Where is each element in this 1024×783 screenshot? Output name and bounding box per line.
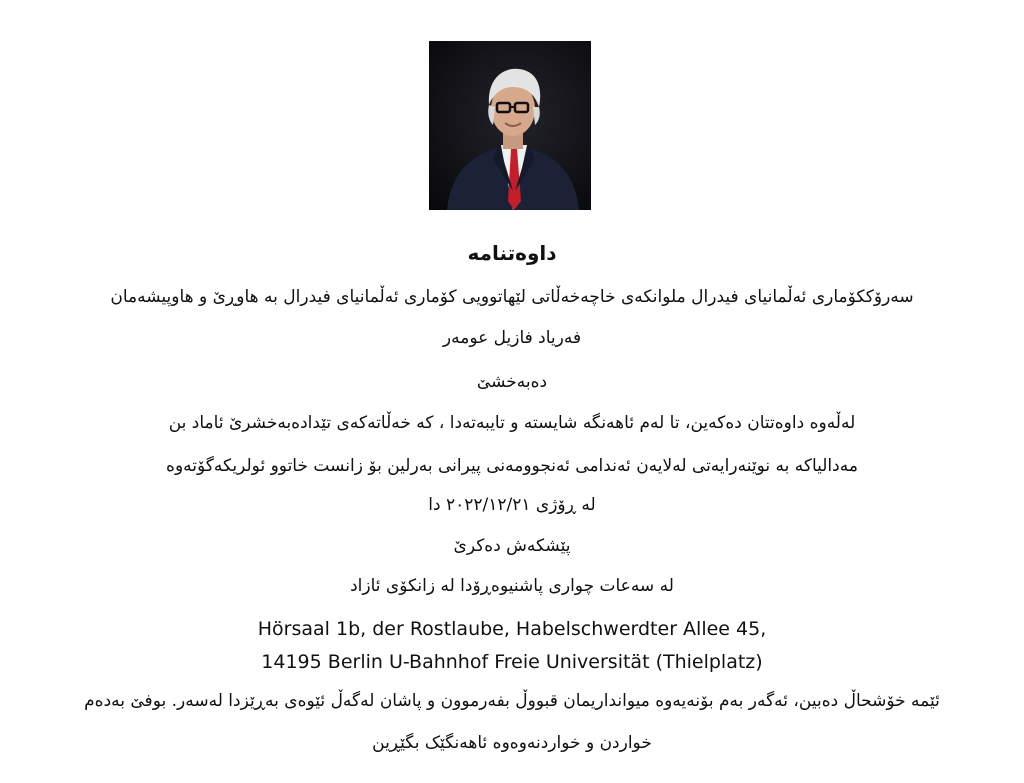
- event-date: لە ڕۆژی ٢٠٢٢/١٢/٢١ دا: [428, 495, 596, 515]
- invitation-line-presenter: مەدالیاکە بە نوێنەرایەتی لەلایەن ئەندامی ئەنجوومەنی پیرانی بەرلین بۆ زانست خاتوو ئولریکەگۆتەوە: [166, 456, 858, 476]
- honoree-name: فەریاد فازیل عومەر: [442, 328, 582, 348]
- portrait-photo: [429, 41, 591, 210]
- invitation-line-award: سەرۆککۆماری ئەڵمانیای فیدرال ملوانکەی خاچەخەڵاتی لێهاتوویی کۆماری ئەڵمانیای فیدرال بە هاوڕێ و هاوپیشەمان: [110, 287, 914, 307]
- invitation-title: داوەتنامە: [467, 241, 557, 265]
- address-line-1: Hörsaal 1b, der Rostlaube, Habelschwerdter Allee 45,: [257, 618, 767, 640]
- invitation-line-attend: لەڵەوە داوەتتان دەکەین، تا لەم ئاهەنگە شایستە و تایبەتەدا ، کە خەڵاتەکەی تێدادەبەخشرێ ئاماد بن: [168, 413, 856, 433]
- address-line-2: 14195 Berlin U-Bahnhof Freie Universität (Thielplatz): [261, 651, 763, 673]
- portrait-icon: [429, 41, 591, 210]
- invitation-line-presented: پێشکەش دەکرێ: [453, 536, 571, 556]
- closing-line-1: ئێمە خۆشحاڵ دەبین، ئەگەر بەم بۆنەیەوە میوانداریمان قبووڵ بفەرموون و پاشان لەگەڵ ئێوەی بەڕێزدا لەسەر. بوفێ بەدەم: [84, 691, 940, 711]
- invitation-line-grants: دەبەخشێ: [476, 372, 548, 392]
- closing-line-2: خواردن و خواردنەوەوە ئاهەنگێک بگێڕین: [372, 733, 652, 753]
- event-time: لە سەعات چواری پاشنیوەڕۆدا لە زانکۆی ئازاد: [350, 576, 674, 596]
